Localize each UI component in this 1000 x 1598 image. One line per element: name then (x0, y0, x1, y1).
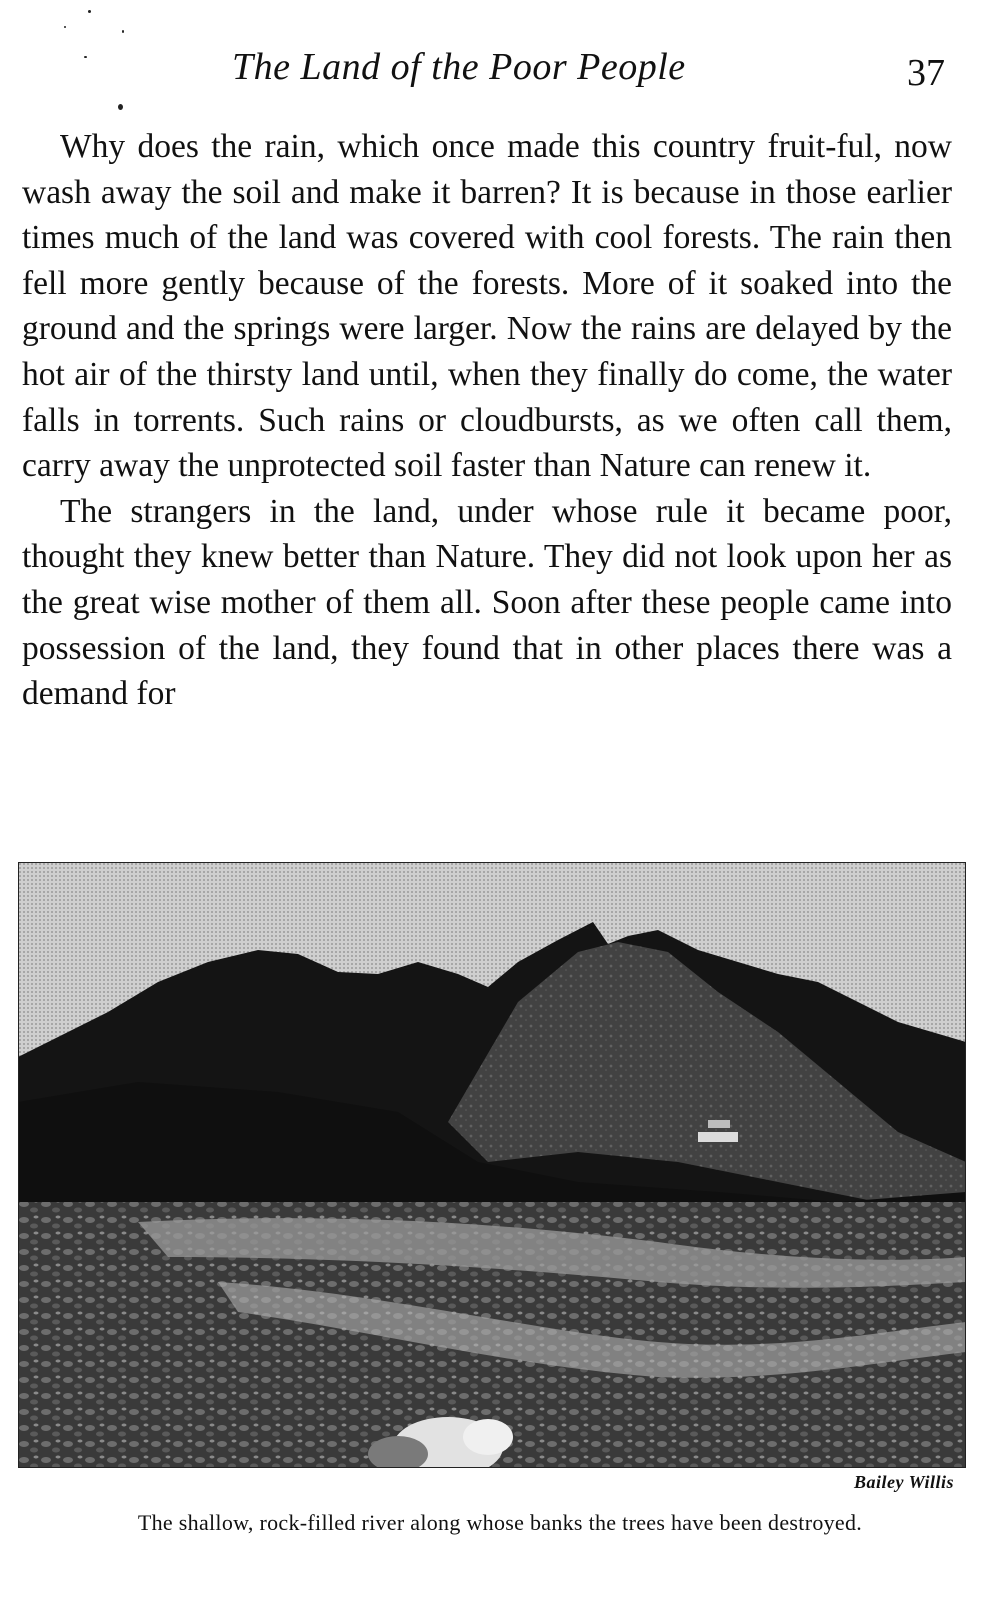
running-title: The Land of the Poor People (232, 46, 686, 88)
paragraph: The strangers in the land, under whose rule it became poor, thought they knew better than Nature. They did not look upon her as the great wise mother of them all. Soon after these people came into possession of the land, they found that in other places there was a demand for (22, 492, 952, 713)
mountain-river-photo (18, 862, 966, 1468)
scan-speck (118, 104, 123, 110)
photograph-figure (18, 862, 966, 1468)
building (698, 1132, 738, 1142)
page-number: 37 (907, 52, 945, 94)
boulder (463, 1419, 513, 1455)
figure-caption: The shallow, rock-filled river along whose banks the trees have been destroyed. (137, 1510, 863, 1535)
scan-speck (122, 30, 124, 33)
scan-speck (64, 26, 66, 28)
body-text (22, 124, 952, 717)
building (708, 1120, 730, 1128)
scan-speck (88, 10, 91, 13)
paragraph: Why does the rain, which once made this country fruit-ful, now wash away the soil and make it barren? It is because in those earlier times much of the land was covered with cool forests. The rain then fell more gently because of the forests. More of it soaked into the ground and the springs were larger. Now the rains are delayed by the hot air of the thirsty land until, when they finally do come, the water falls in torrents. Such rains or cloudbursts, as we often call them, carry away the unprotected soil faster than Nature can renew it. (22, 128, 952, 485)
running-head (0, 42, 1000, 102)
photo-credit: Bailey Willis (853, 1472, 954, 1492)
